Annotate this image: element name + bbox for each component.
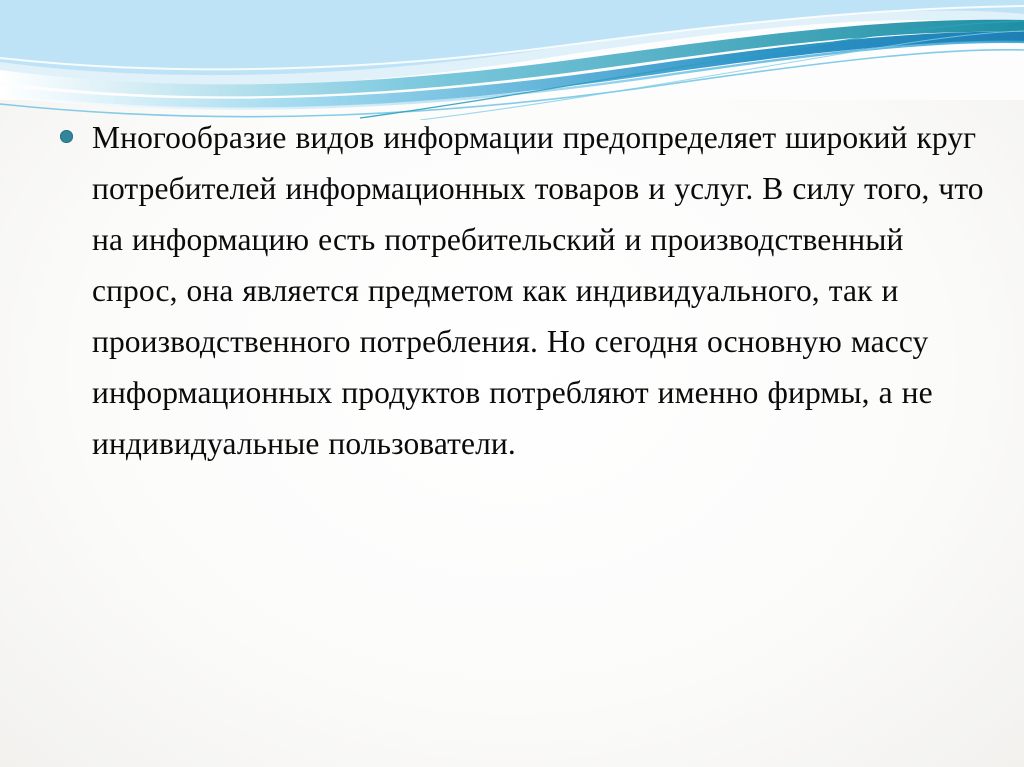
list-item — [54, 112, 984, 469]
bullet-text: Многообразие видов информации предопределяет широкий круг потребителей информационных товаров и услуг. В силу того, что на информацию есть потребительский и производственный спрос, она является предметом как индивидуального, так и производственного потребления. Но сегодня основную массу информационных продуктов потребляют именно фирмы, а не индивидуальные пользователи. — [92, 120, 984, 462]
bullet-point-icon — [60, 130, 73, 143]
slide-content — [0, 112, 1024, 479]
bullet-list — [54, 112, 984, 469]
